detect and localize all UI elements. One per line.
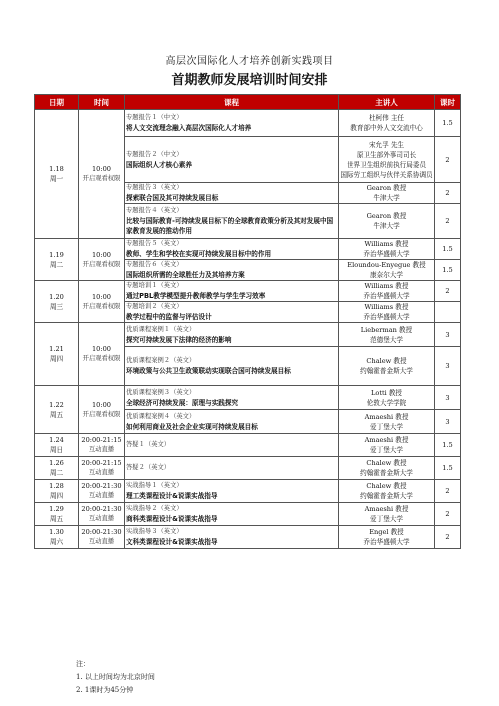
speaker-cell xyxy=(339,526,435,549)
speaker-line: 伦敦大学学院 xyxy=(366,398,407,407)
mode-text: 开启观看权限 xyxy=(82,410,121,418)
course-topic: 国际组织人才核心素养 xyxy=(126,160,192,169)
page-title: 首期教师发展培训时间安排 xyxy=(171,73,328,88)
time-text: 20:00-21:15 xyxy=(81,436,122,444)
speaker-line: Gearon 教授 xyxy=(366,184,407,192)
date-text: 1.29 xyxy=(49,505,64,513)
speaker-cell xyxy=(339,480,435,503)
mode-text: 开启观看权限 xyxy=(82,302,121,310)
date-cell xyxy=(35,386,79,434)
speaker-line: 爱丁堡大学 xyxy=(370,422,403,431)
mode-text: 互动直播 xyxy=(88,469,115,476)
weekday-text: 周二 xyxy=(49,260,64,269)
hours-cell: 3 xyxy=(435,323,461,347)
course-label: 专题培训１（英文） xyxy=(126,282,183,289)
time-text: 10:00 xyxy=(91,292,111,301)
table-row xyxy=(35,503,461,526)
date-cell xyxy=(35,281,79,323)
time-cell xyxy=(79,457,125,480)
course-label: 专题报告６（英文） xyxy=(126,261,183,268)
column-header-course: 课程 xyxy=(125,95,339,110)
column-header-date: 日期 xyxy=(35,95,79,110)
speaker-line: 康奈尔大学 xyxy=(370,271,403,279)
mode-text: 互动直播 xyxy=(88,492,115,499)
speaker-line: Williams 教授 xyxy=(364,282,409,290)
course-cell xyxy=(125,323,339,347)
date-text: 1.19 xyxy=(49,250,64,259)
speaker-cell xyxy=(339,302,435,323)
weekday-text: 周五 xyxy=(49,515,64,523)
speaker-cell xyxy=(339,386,435,410)
table-row xyxy=(35,457,461,480)
time-text: 20:00-21:15 xyxy=(81,459,122,467)
table-header-row xyxy=(35,95,461,110)
date-text: 1.28 xyxy=(49,482,64,490)
course-topic: 商科类课程设计&说课实战指导 xyxy=(126,515,218,523)
table-row xyxy=(35,239,461,260)
course-label: 实战指导２（英文） xyxy=(126,505,183,512)
speaker-line: Chalew 教授 xyxy=(366,459,407,467)
mode-text: 开启观看权限 xyxy=(82,355,121,362)
time-text: 20:00-21:30 xyxy=(81,528,122,536)
weekday-text: 周二 xyxy=(49,469,64,477)
course-label: 优质课程案例４（英文） xyxy=(126,412,196,420)
hours-cell: 2 xyxy=(435,526,461,549)
course-cell xyxy=(125,526,339,549)
speaker-line: Chalew 教授 xyxy=(366,357,407,365)
course-topic: 比较与国际教育-可持续发展目标下的全球教育政策分析及其对发展中国家教育发展的推动作用 xyxy=(126,217,334,235)
table-row xyxy=(35,526,461,549)
course-cell xyxy=(125,110,339,137)
project-subtitle: 高层次国际化人才培养创新实践项目 xyxy=(165,56,334,67)
course-cell xyxy=(125,137,339,183)
speaker-line: 原卫生部外事司司长 xyxy=(356,150,417,159)
speaker-cell xyxy=(339,410,435,434)
speaker-cell xyxy=(339,183,435,204)
speaker-line: 教育部中外人文交流中心 xyxy=(350,124,423,132)
course-label: 优质课程案例２（英文） xyxy=(126,357,196,364)
speaker-line: Engel 教授 xyxy=(369,528,404,536)
speaker-cell xyxy=(339,204,435,239)
speaker-line: 宋允孚 先生 xyxy=(368,140,405,149)
date-cell xyxy=(35,110,79,239)
speaker-line: Williams 教授 xyxy=(364,240,409,248)
speaker-line: Williams 教授 xyxy=(364,303,409,311)
time-text: 10:00 xyxy=(91,250,111,259)
speaker-line: 国际劳工组织与伙伴关系协调员 xyxy=(340,170,433,179)
hours-cell: 1.5 xyxy=(435,239,461,260)
time-text: 10:00 xyxy=(91,165,111,173)
time-text: 20:00-21:30 xyxy=(81,505,122,513)
date-text: 1.26 xyxy=(49,459,64,467)
course-label: 答疑１（英文） xyxy=(126,441,171,448)
note-item: 2. 1课时为45分钟 xyxy=(76,686,134,694)
speaker-line: 乔治华盛顿大学 xyxy=(363,313,410,321)
table-row xyxy=(35,281,461,302)
mode-text: 开启观看权限 xyxy=(82,175,121,182)
course-cell xyxy=(125,302,339,323)
course-label: 优质课程案例１（英文） xyxy=(126,325,196,333)
speaker-cell xyxy=(339,260,435,281)
speaker-line: 约翰霍普金斯大学 xyxy=(360,492,413,500)
course-cell xyxy=(125,281,339,302)
course-topic: 环境政策与公共卫生政策联动实现联合国可持续发展目标 xyxy=(126,367,291,375)
course-cell xyxy=(125,503,339,526)
mode-text: 互动直播 xyxy=(88,446,115,453)
hours-cell: 2 xyxy=(435,204,461,239)
table-row xyxy=(35,480,461,503)
speaker-line: Eloundou-Enyegue 教授 xyxy=(347,261,426,269)
course-cell xyxy=(125,183,339,204)
speaker-line: 牛津大学 xyxy=(373,222,400,230)
weekday-text: 周日 xyxy=(49,446,64,454)
table-row xyxy=(35,323,461,347)
speaker-line: Amaeshi 教授 xyxy=(364,505,409,513)
date-text: 1.24 xyxy=(49,436,64,444)
course-label: 实战指导３（英文） xyxy=(126,528,183,535)
hours-cell: 1.5 xyxy=(435,434,461,457)
date-cell xyxy=(35,457,79,480)
time-cell xyxy=(79,480,125,503)
hours-cell: 2 xyxy=(435,480,461,503)
mode-text: 开启观看权限 xyxy=(82,260,121,268)
speaker-line: 乔治华盛顿大学 xyxy=(363,538,410,546)
column-header-hours: 课时 xyxy=(435,95,461,110)
time-cell xyxy=(79,110,125,239)
time-cell xyxy=(79,281,125,323)
course-topic: 如何利用商业及社会企业实现可持续发展目标 xyxy=(126,422,258,431)
course-cell xyxy=(125,260,339,281)
speaker-cell xyxy=(339,239,435,260)
schedule-body xyxy=(35,110,461,549)
schedule-table xyxy=(34,94,461,549)
course-topic: 文科类课程设计&说课实战指导 xyxy=(126,538,218,546)
speaker-line: 牛津大学 xyxy=(373,194,400,202)
speaker-line: 约翰霍普金斯大学 xyxy=(360,367,413,375)
speaker-line: 乔治华盛顿大学 xyxy=(363,250,410,258)
table-row xyxy=(35,434,461,457)
time-text: 20:00-21:30 xyxy=(81,482,122,490)
date-cell xyxy=(35,503,79,526)
date-cell xyxy=(35,526,79,549)
time-text: 10:00 xyxy=(91,345,111,353)
hours-cell: 3 xyxy=(435,410,461,434)
hours-cell: 2 xyxy=(435,281,461,302)
course-topic: 探究可持续发展下法律的经济的影响 xyxy=(126,335,232,344)
hours-cell xyxy=(435,302,461,323)
course-topic: 通过PBL教学模型提升教师教学与学生学习效率 xyxy=(126,292,266,300)
course-topic: 教师、学生和学校在实现可持续发展目标中的作用 xyxy=(126,250,272,258)
speaker-line: 世界卫生组织前执行局委员 xyxy=(346,160,427,169)
weekday-text: 周四 xyxy=(49,355,64,363)
table-row xyxy=(35,386,461,410)
hours-cell: 2 xyxy=(435,183,461,204)
date-cell xyxy=(35,434,79,457)
speaker-line: 爱丁堡大学 xyxy=(370,446,403,454)
column-header-speaker: 主讲人 xyxy=(339,95,435,110)
course-label: 答疑２（英文） xyxy=(126,464,171,471)
time-cell xyxy=(79,386,125,434)
note-item: 1. 以上时间均为北京时间 xyxy=(76,673,155,681)
time-cell xyxy=(79,239,125,281)
speaker-line: 杜柯伟 主任 xyxy=(368,114,405,122)
speaker-line: Chalew 教授 xyxy=(366,482,407,490)
mode-text: 互动直播 xyxy=(88,515,115,522)
course-cell xyxy=(125,386,339,410)
date-text: 1.21 xyxy=(49,345,64,353)
course-cell xyxy=(125,457,339,480)
notes-heading: 注： xyxy=(76,660,90,668)
speaker-cell xyxy=(339,323,435,347)
date-text: 1.18 xyxy=(49,165,64,173)
hours-cell: 1.5 xyxy=(435,457,461,480)
course-label: 优质课程案例３（英文） xyxy=(126,388,196,396)
course-topic: 将人文交流理念融入高层次国际化人才培养 xyxy=(126,124,252,132)
course-cell xyxy=(125,434,339,457)
course-label: 专题报告２（中文） xyxy=(126,150,183,158)
course-label: 专题报告１（中文） xyxy=(126,114,183,121)
course-topic: 国际组织所需的全球胜任力及其培养方案 xyxy=(126,271,245,279)
speaker-cell xyxy=(339,503,435,526)
speaker-cell xyxy=(339,281,435,302)
speaker-cell xyxy=(339,110,435,137)
date-cell xyxy=(35,480,79,503)
mode-text: 互动直播 xyxy=(88,538,115,545)
hours-cell: 2 xyxy=(435,503,461,526)
date-text: 1.22 xyxy=(49,400,64,409)
time-cell xyxy=(79,526,125,549)
weekday-text: 周六 xyxy=(49,538,64,546)
speaker-line: Amaeshi 教授 xyxy=(364,436,409,444)
course-topic: 教学过程中的监督与评估设计 xyxy=(126,313,212,321)
column-header-time: 时间 xyxy=(79,95,125,110)
course-cell xyxy=(125,204,339,239)
weekday-text: 周五 xyxy=(49,410,64,419)
speaker-cell xyxy=(339,137,435,183)
date-text: 1.20 xyxy=(49,292,64,301)
speaker-cell xyxy=(339,434,435,457)
course-label: 专题报告４（英文） xyxy=(126,207,183,214)
table-row xyxy=(35,110,461,137)
speaker-line: Lieberman 教授 xyxy=(360,325,413,334)
course-topic: 全球经济可持续发展：原理与实践探究 xyxy=(126,398,239,407)
time-cell xyxy=(79,434,125,457)
hours-cell: 1.5 xyxy=(435,260,461,281)
hours-cell: 3 xyxy=(435,347,461,386)
course-topic: 探索联合国及其可持续发展目标 xyxy=(126,194,219,202)
course-label: 实战指导１（英文） xyxy=(126,482,183,489)
speaker-line: 乔治华盛顿大学 xyxy=(363,292,410,300)
speaker-line: 爱丁堡大学 xyxy=(370,515,403,523)
hours-cell: 3 xyxy=(435,386,461,410)
date-cell xyxy=(35,323,79,386)
speaker-line: Lotti 教授 xyxy=(370,388,403,397)
weekday-text: 周一 xyxy=(49,175,64,183)
speaker-line: 范德堡大学 xyxy=(370,335,403,344)
speaker-line: Amaeshi 教授 xyxy=(364,412,409,421)
time-cell xyxy=(79,503,125,526)
speaker-line: Gearon 教授 xyxy=(366,212,407,220)
course-label: 专题培训２（英文） xyxy=(126,303,183,310)
course-label: 专题报告５（英文） xyxy=(126,240,183,247)
time-text: 10:00 xyxy=(91,400,111,409)
weekday-text: 周四 xyxy=(49,492,64,500)
hours-cell: 1.5 xyxy=(435,110,461,137)
speaker-cell xyxy=(339,347,435,386)
time-cell xyxy=(79,323,125,386)
weekday-text: 周三 xyxy=(49,302,64,311)
hours-cell: 2 xyxy=(435,137,461,183)
date-cell xyxy=(35,239,79,281)
course-label: 专题报告３（英文） xyxy=(126,184,183,191)
course-cell xyxy=(125,347,339,386)
course-topic: 理工类课程设计&说课实战指导 xyxy=(126,492,218,500)
course-cell xyxy=(125,480,339,503)
course-cell xyxy=(125,410,339,434)
course-cell xyxy=(125,239,339,260)
notes xyxy=(76,658,155,697)
speaker-line: 约翰霍普金斯大学 xyxy=(360,469,413,477)
date-text: 1.30 xyxy=(49,528,64,536)
speaker-cell xyxy=(339,457,435,480)
